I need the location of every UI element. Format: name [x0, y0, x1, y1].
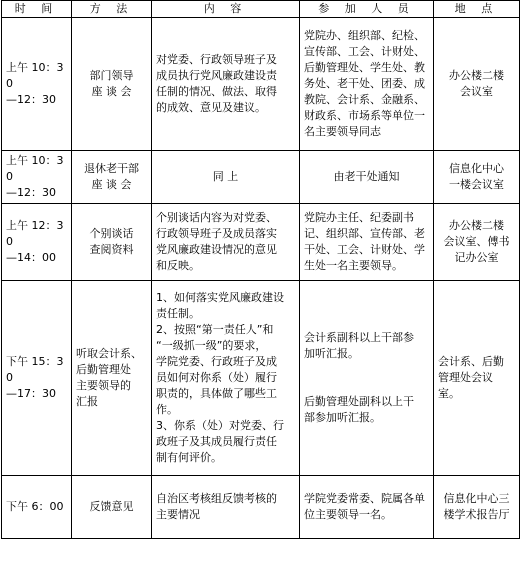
- row-participants: 由老干处通知: [333, 170, 400, 183]
- row-content: 1、如何落实党风廉政建设 责任制。 2、按照“第一责任人”和 “一级抓一级”的要求， 学院党委、行政班子及成 员如何对你系（处）履行 职责的，具体做了哪些工 作。 3、你系（处）对党委、行 政班子及其成员履行责任 制有何评价。: [156, 291, 284, 464]
- header-location: 地 点: [434, 1, 520, 18]
- row-method: 听取会计系、 后勤管理处 主要领导的 汇报: [76, 347, 142, 408]
- table-row: [2, 151, 520, 204]
- row-content: 同 上: [212, 170, 239, 183]
- row-location: 信息化中心三 楼学术报告厅: [443, 492, 510, 521]
- row-method: 个别谈话 查阅资料: [89, 227, 134, 256]
- header-participants: 参 加 人 员: [300, 1, 434, 18]
- header-row: [2, 1, 520, 18]
- table-row: [2, 18, 520, 151]
- row-time: 下午 15：30 —17：30: [6, 355, 64, 400]
- row-participants: 党院办主任、纪委副书 记、组织部、宣传部、老 干处、工会、计财处、学 生处一名主要领导。: [304, 211, 425, 272]
- schedule-table: [1, 0, 520, 539]
- row-participants: 党院办、组织部、纪检、 宣传部、工会、计财处、 后勤管理处、学生处、教 务处、老干处、团委、成 教院、会计系、金融系、 财政系、市场系等单位一 名主要领导同志: [304, 29, 425, 138]
- row-time: 上午 10：30 —12：30: [6, 61, 64, 106]
- row-content: 自治区考核组反馈考核的 主要情况: [156, 492, 277, 521]
- row-location: 会计系、后勤 管理处会议 室。: [438, 355, 504, 400]
- row-method: 部门领导 座 谈 会: [89, 69, 134, 98]
- row-method: 退休老干部 座 谈 会: [84, 162, 139, 191]
- header-content: 内 容: [152, 1, 300, 18]
- row-location: 办公楼二楼 会议室、傅书 记办公室: [443, 219, 510, 264]
- table-row: [2, 281, 520, 476]
- row-participants: 会计系副科以上干部参 加听汇报。 后勤管理处副科以上干 部参加听汇报。: [304, 331, 414, 424]
- row-location: 信息化中心 一楼会议室: [449, 162, 504, 191]
- row-method: 反馈意见: [89, 500, 134, 513]
- row-time: 上午 10：30 —12：30: [6, 154, 64, 199]
- row-participants: 学院党委常委、院属各单 位主要领导一名。: [304, 492, 425, 521]
- row-content: 对党委、行政领导班子及 成员执行党风廉政建设责 任制的情况、做法、取得 的成效、意见及建议。: [156, 53, 277, 114]
- row-time: 下午 6：00: [6, 500, 64, 513]
- row-content: 个别谈话内容为对党委、 行政领导班子及成员落实 党风廉政建设情况的意见 和反映。: [156, 211, 277, 272]
- table-row: [2, 204, 520, 281]
- row-location: 办公楼二楼 会议室: [449, 69, 504, 98]
- row-time: 上午 12：30 —14：00: [6, 219, 64, 264]
- header-method: 方 法: [72, 1, 152, 18]
- table-row: [2, 476, 520, 539]
- header-time: 时 间: [2, 1, 72, 18]
